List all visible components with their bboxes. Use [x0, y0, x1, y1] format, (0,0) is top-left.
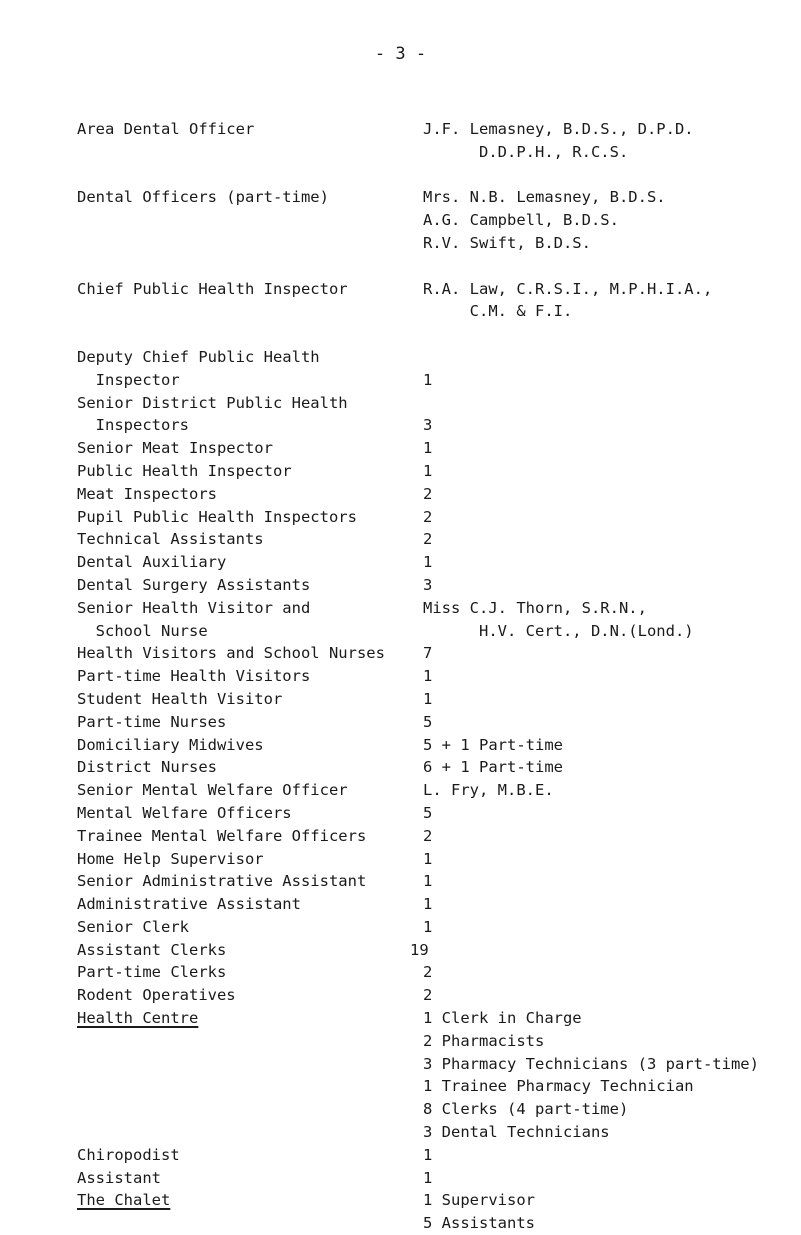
staff-row — [0, 802, 801, 825]
staff-role-label: Dental Surgery Assistants — [77, 575, 311, 594]
staff-row — [0, 551, 801, 574]
staff-value: 2 — [423, 826, 433, 845]
staff-role-label: Senior Mental Welfare Officer — [77, 781, 348, 800]
staff-role-label: Technical Assistants — [77, 530, 264, 549]
staff-row — [0, 893, 801, 916]
staff-value: 8 Clerks (4 part-time) — [423, 1100, 629, 1119]
staff-role-label: Senior Administrative Assistant — [77, 872, 367, 891]
staff-row — [0, 1030, 801, 1053]
staff-row — [0, 1075, 801, 1098]
staff-value: 1 — [423, 667, 433, 686]
staff-value: 1 Trainee Pharmacy Technician — [423, 1077, 694, 1096]
staff-value: 5 — [423, 712, 433, 731]
staff-role-label: Part-time Health Visitors — [77, 667, 311, 686]
staff-row — [0, 278, 801, 301]
staff-value: 2 — [423, 507, 433, 526]
staff-value: 19 — [410, 940, 429, 959]
staff-role-label: Chiropodist — [77, 1145, 180, 1164]
staff-row — [0, 414, 801, 437]
staff-value: 1 Clerk in Charge — [423, 1009, 582, 1028]
staff-row — [0, 186, 801, 209]
staff-row — [0, 665, 801, 688]
staff-value: 1 — [423, 553, 433, 572]
staff-row — [0, 346, 801, 369]
staff-row — [0, 1189, 801, 1212]
staff-value: 1 — [423, 689, 433, 708]
staff-row — [0, 825, 801, 848]
staff-value: 1 — [423, 849, 433, 868]
staff-row — [0, 961, 801, 984]
staff-role-label: Senior District Public Health — [77, 393, 348, 412]
staff-role-label: The Chalet — [77, 1191, 171, 1210]
staff-value: 1 — [423, 1168, 433, 1187]
staff-role-label: Assistant Clerks — [77, 940, 227, 959]
staff-role-label: Dental Officers (part-time) — [77, 188, 329, 207]
staff-role-label: Dental Auxiliary — [77, 553, 227, 572]
staff-role-label: Senior Meat Inspector — [77, 439, 273, 458]
staff-row — [0, 392, 801, 415]
staff-role-label: Pupil Public Health Inspectors — [77, 507, 357, 526]
staff-value: Mrs. N.B. Lemasney, B.D.S. — [423, 188, 666, 207]
staff-row — [0, 779, 801, 802]
staff-row — [0, 688, 801, 711]
staff-value: 5 Assistants — [423, 1214, 535, 1233]
staff-list — [0, 118, 801, 1235]
staff-value: 1 Supervisor — [423, 1191, 535, 1210]
staff-row — [0, 1144, 801, 1167]
staff-value: 1 — [423, 917, 433, 936]
staff-value: Miss C.J. Thorn, S.R.N., — [423, 598, 647, 617]
staff-row — [0, 528, 801, 551]
staff-row — [0, 848, 801, 871]
staff-value: 1 — [423, 461, 433, 480]
staff-role-label: Part-time Clerks — [77, 963, 227, 982]
staff-row — [0, 620, 801, 643]
staff-role-label: Meat Inspectors — [77, 484, 217, 503]
staff-row — [0, 369, 801, 392]
staff-value: 5 — [423, 803, 433, 822]
staff-row — [0, 642, 801, 665]
staff-value: 1 — [423, 439, 433, 458]
staff-role-label: District Nurses — [77, 758, 217, 777]
staff-role-label: Domiciliary Midwives — [77, 735, 264, 754]
staff-value: 2 — [423, 986, 433, 1005]
staff-row — [0, 118, 801, 141]
staff-role-label: Area Dental Officer — [77, 120, 255, 138]
staff-role-label: Health Visitors and School Nurses — [77, 644, 385, 663]
staff-row — [0, 597, 801, 620]
staff-row — [0, 506, 801, 529]
staff-role-label: Part-time Nurses — [77, 712, 227, 731]
staff-value: 5 + 1 Part-time — [423, 735, 563, 754]
staff-row — [0, 1167, 801, 1190]
staff-value: A.G. Campbell, B.D.S. — [423, 211, 619, 230]
staff-value: C.M. & F.I. — [423, 302, 573, 321]
staff-role-label: Chief Public Health Inspector — [77, 279, 348, 298]
staff-value: 3 — [423, 416, 433, 435]
staff-value: 2 — [423, 963, 433, 982]
staff-role-label: Assistant — [77, 1168, 161, 1187]
staff-row — [0, 209, 801, 232]
staff-value: L. Fry, M.B.E. — [423, 781, 554, 800]
staff-row — [0, 711, 801, 734]
staff-value: 1 — [423, 895, 433, 914]
staff-role-label: Senior Health Visitor and — [77, 598, 311, 617]
staff-role-label: Trainee Mental Welfare Officers — [77, 826, 367, 845]
staff-role-label: Inspector — [77, 370, 180, 389]
staff-value: 3 — [423, 575, 433, 594]
staff-value: R.A. Law, C.R.S.I., M.P.H.I.A., — [423, 279, 713, 298]
staff-row — [0, 1007, 801, 1030]
staff-role-label: Senior Clerk — [77, 917, 189, 936]
staff-value: 3 Dental Technicians — [423, 1123, 610, 1142]
staff-role-label: Mental Welfare Officers — [77, 803, 292, 822]
staff-value: 6 + 1 Part-time — [423, 758, 563, 777]
staff-row — [0, 734, 801, 757]
staff-value: 1 — [423, 370, 433, 389]
staff-row — [0, 939, 801, 962]
staff-role-label: Rodent Operatives — [77, 986, 236, 1005]
staff-row — [0, 1053, 801, 1076]
staff-value: H.V. Cert., D.N.(Lond.) — [423, 621, 694, 640]
staff-row — [0, 916, 801, 939]
staff-value: D.D.P.H., R.C.S. — [423, 142, 629, 161]
staff-row — [0, 437, 801, 460]
staff-row — [0, 1212, 801, 1235]
staff-value: 1 — [423, 1145, 433, 1164]
staff-row — [0, 1121, 801, 1144]
staff-role-label: Administrative Assistant — [77, 895, 301, 914]
staff-value: 3 Pharmacy Technicians (3 part-time) — [423, 1054, 759, 1073]
staff-row — [0, 460, 801, 483]
staff-value: 2 — [423, 484, 433, 503]
staff-row — [0, 574, 801, 597]
staff-row — [0, 870, 801, 893]
staff-role-label: Health Centre — [77, 1009, 199, 1028]
staff-role-label: Inspectors — [77, 416, 189, 435]
staff-value: J.F. Lemasney, B.D.S., D.P.D. — [423, 120, 694, 138]
staff-role-label: Student Health Visitor — [77, 689, 283, 708]
staff-row — [0, 483, 801, 506]
staff-role-label: Deputy Chief Public Health — [77, 347, 320, 366]
staff-row — [0, 232, 801, 255]
staff-value: 2 Pharmacists — [423, 1031, 545, 1050]
staff-value: 2 — [423, 530, 433, 549]
staff-row — [0, 300, 801, 323]
page-number: - 3 - — [374, 44, 427, 64]
staff-value: 1 — [423, 872, 433, 891]
staff-row — [0, 1098, 801, 1121]
staff-row — [0, 756, 801, 779]
staff-row — [0, 984, 801, 1007]
staff-row — [0, 141, 801, 164]
staff-role-label: Home Help Supervisor — [77, 849, 264, 868]
staff-role-label: Public Health Inspector — [77, 461, 292, 480]
staff-value: 7 — [423, 644, 433, 663]
staff-value: R.V. Swift, B.D.S. — [423, 233, 591, 252]
staff-role-label: School Nurse — [77, 621, 208, 640]
